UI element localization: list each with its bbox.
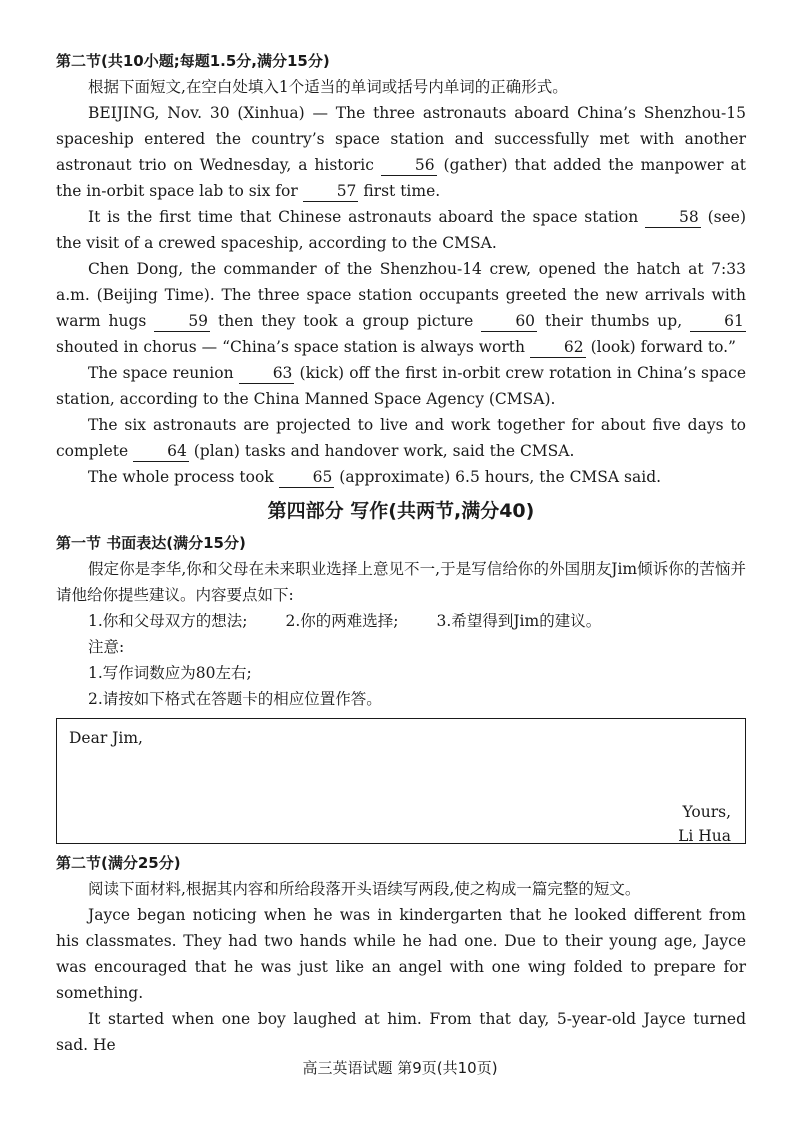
text-run: BEIJING, Nov. 30 (Xinhua) — The three astronauts aboard China’s Shenzhou-15 spaceship entered the country’s space station and successfully met with another astronaut trio on Wednesday, a historic <box>56 104 746 174</box>
passage-paragraph-5 <box>56 412 746 464</box>
note-item: 1.写作词数应为80左右; <box>88 664 252 682</box>
passage-paragraph-4 <box>56 360 746 412</box>
writing-section-1-heading: 第一节 书面表达(满分15分) <box>56 534 246 552</box>
blank-57: 57 <box>303 181 359 202</box>
text-run: first time. <box>358 182 441 200</box>
passage-paragraph-1 <box>56 100 746 204</box>
text-run: The six astronauts are projected to live and work together for about five days to complete <box>56 416 746 460</box>
text-run: The space reunion <box>88 364 239 382</box>
text-run: then they took a group picture <box>210 312 482 330</box>
passage-paragraph-6 <box>56 464 746 490</box>
letter-signature: Li Hua <box>678 827 731 845</box>
notes-label: 注意: <box>88 638 125 656</box>
blank-62: 62 <box>530 337 586 358</box>
text-run: The whole process took <box>88 468 279 486</box>
text-run: Chen Dong, the commander of the Shenzhou-14 crew, opened the hatch at 7:33 a.m. (Beijing Time). The three space station occupants greeted the new arrivals with warm hugs <box>56 260 746 330</box>
passage-paragraph-2 <box>56 204 746 256</box>
key-points <box>56 608 746 634</box>
writing-prompt: 假定你是李华,你和父母在未来职业选择上意见不一,于是写信给你的外国朋友Jim倾诉你的苦恼并请他给你提些建议。内容要点如下: <box>56 560 746 604</box>
page-footer: 高三英语试题 第9页(共10页) <box>302 1059 498 1077</box>
text-run: shouted in chorus — “China’s space station is always worth <box>56 338 530 356</box>
blank-56: 56 <box>381 155 437 176</box>
key-point: 2.你的两难选择; <box>285 612 399 630</box>
writing-section-2-heading: 第二节(满分25分) <box>56 854 181 872</box>
exam-page <box>56 48 746 1058</box>
letter-salutation: Dear Jim, <box>69 729 143 747</box>
story-paragraph-2: It started when one boy laughed at him. From that day, 5-year-old Jayce turned sad. He <box>56 1010 746 1054</box>
text-run: (see) the visit of a crewed spaceship, according to the CMSA. <box>56 208 746 252</box>
blank-58: 58 <box>645 207 701 228</box>
note-item: 2.请按如下格式在答题卡的相应位置作答。 <box>88 690 382 708</box>
key-point: 3.希望得到Jim的建议。 <box>436 612 602 630</box>
story-paragraph-1: Jayce began noticing when he was in kindergarten that he looked different from his classmates. They had two hands while he had one. Due to their young age, Jayce was encouraged that he was just like an angel with one wing folded to prepare for something. <box>56 906 746 1002</box>
key-point: 1.你和父母双方的想法; <box>88 612 248 630</box>
text-run: (kick) off the first in-orbit crew rotation in China’s space station, according to the China Manned Space Agency (CMSA). <box>56 364 746 408</box>
text-run: It is the first time that Chinese astronauts aboard the space station <box>88 208 646 226</box>
blank-61: 61 <box>690 311 746 332</box>
part-4-title: 第四部分 写作(共两节,满分40) <box>267 500 535 522</box>
blank-65: 65 <box>279 467 335 488</box>
section-2-heading: 第二节(共10小题;每题1.5分,满分15分) <box>56 52 330 70</box>
text-run: (gather) that added the manpower at the in-orbit space lab to six for <box>56 156 746 200</box>
blank-63: 63 <box>239 363 295 384</box>
text-run: (approximate) 6.5 hours, the CMSA said. <box>334 468 662 486</box>
blank-60: 60 <box>481 311 537 332</box>
text-run: (look) forward to.” <box>585 338 736 356</box>
text-run: their thumbs up, <box>537 312 690 330</box>
passage-paragraph-3 <box>56 256 746 360</box>
letter-closing: Yours, <box>682 803 731 821</box>
blank-59: 59 <box>154 311 210 332</box>
letter-format-box <box>56 718 746 844</box>
continuation-prompt: 阅读下面材料,根据其内容和所给段落开头语续写两段,使之构成一篇完整的短文。 <box>88 880 641 898</box>
text-run: (plan) tasks and handover work, said the CMSA. <box>188 442 575 460</box>
blank-64: 64 <box>133 441 189 462</box>
section-2-instruction: 根据下面短文,在空白处填入1个适当的单词或括号内单词的正确形式。 <box>88 78 568 96</box>
